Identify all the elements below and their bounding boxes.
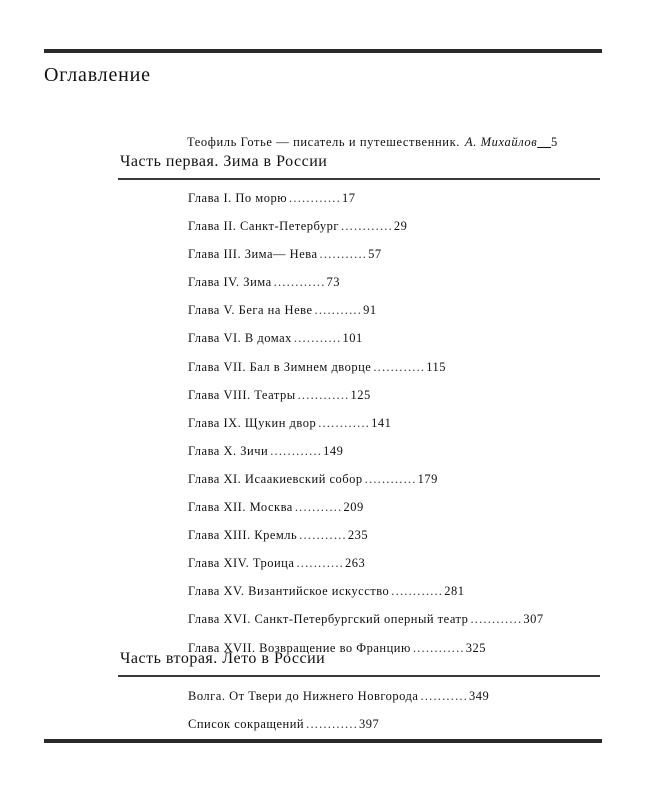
part-one-rule xyxy=(118,178,600,180)
toc-leader-dots: ........... xyxy=(293,331,342,346)
toc-leader-dots: ........... xyxy=(420,689,469,703)
toc-entry-label: Глава II. Санкт-Петербург xyxy=(188,219,340,234)
toc-page-number: 325 xyxy=(465,640,486,655)
toc-leader-dots: ............ xyxy=(273,275,326,290)
part-one-heading: Часть первая. Зима в России xyxy=(120,153,328,170)
toc-entry[interactable] xyxy=(188,212,544,240)
toc-leader-dots: ........... xyxy=(296,556,345,571)
toc-page-number: 349 xyxy=(469,689,490,703)
toc-page-number: 91 xyxy=(363,303,377,318)
toc-page-number: 125 xyxy=(350,387,371,402)
part-two-heading: Часть вторая. Лето в России xyxy=(120,650,326,667)
bottom-rule xyxy=(44,739,602,743)
toc-page-number: 57 xyxy=(368,247,382,262)
toc-leader-dots: ............ xyxy=(364,471,417,486)
preface-page: 5 xyxy=(550,135,558,149)
toc-entry[interactable] xyxy=(188,381,544,409)
toc-leader-dots: ............ xyxy=(306,717,359,732)
toc-page-number: 101 xyxy=(342,331,363,346)
toc-entry[interactable] xyxy=(188,682,489,710)
toc-leader-dots: ............ xyxy=(391,584,444,599)
toc-leader-dots: ........... xyxy=(314,303,363,318)
toc-entry[interactable] xyxy=(188,549,544,577)
part-two-rule xyxy=(118,675,600,677)
toc-entry[interactable] xyxy=(188,605,544,633)
toc-entry[interactable] xyxy=(188,521,544,549)
toc-entry-label: Глава XVI. Санкт-Петербургский оперный театр xyxy=(188,612,469,627)
part-one-chapter-list xyxy=(188,184,544,662)
toc-page-number: 397 xyxy=(359,717,380,732)
toc-leader-dots: ............ xyxy=(297,387,350,402)
preface-entry[interactable] xyxy=(187,135,558,150)
part-two-chapter-list xyxy=(188,682,489,738)
toc-leader-dots: ............ xyxy=(289,191,341,205)
toc-entry-label: Глава VIII. Театры xyxy=(188,387,296,402)
toc-leader-dots: ............ xyxy=(373,359,426,374)
toc-leader-dots: ............ xyxy=(341,219,393,234)
toc-leader-dots: ............ xyxy=(470,612,523,627)
toc-entry[interactable] xyxy=(188,465,544,493)
toc-entry-label: Глава III. Зима— Нева xyxy=(188,247,318,262)
toc-leader-dots: ........... xyxy=(319,247,368,262)
toc-page-number: 115 xyxy=(426,359,447,374)
toc-entry-label: Глава IX. Щукин двор xyxy=(188,415,317,430)
toc-entry[interactable] xyxy=(188,296,544,324)
page-title: Оглавление xyxy=(44,64,151,86)
toc-entry[interactable] xyxy=(188,184,544,212)
toc-entry-label: Глава VII. Бал в Зимнем дворце xyxy=(188,359,372,374)
preface-author: А. Михайлов xyxy=(464,135,538,149)
toc-page-number: 149 xyxy=(323,443,344,458)
toc-entry[interactable] xyxy=(188,493,544,521)
toc-page-number: 73 xyxy=(326,275,341,290)
toc-entry-label: Волга. От Твери до Нижнего Новгорода xyxy=(188,689,419,703)
preface-title: Теофиль Готье — писатель и путешественник. xyxy=(187,135,460,149)
toc-entry-label: Глава I. По морю xyxy=(188,191,288,205)
toc-entry-label: Глава XVII. Возвращение во Францию xyxy=(188,640,411,655)
toc-leader-dots: ............ xyxy=(412,640,465,655)
toc-entry[interactable] xyxy=(188,710,489,738)
toc-entry-label: Глава XIV. Троица xyxy=(188,556,295,571)
toc-leader-dots: ........... xyxy=(294,500,343,515)
toc-entry[interactable] xyxy=(188,409,544,437)
toc-entry-label: Глава VI. В домах xyxy=(188,331,292,346)
toc-page-number: 209 xyxy=(343,500,364,515)
toc-page-number: 307 xyxy=(523,612,544,627)
toc-page-number: 263 xyxy=(345,556,366,571)
toc-page-number: 281 xyxy=(444,584,465,599)
toc-entry-label: Глава IV. Зима xyxy=(188,275,272,290)
toc-entry[interactable] xyxy=(188,324,544,352)
toc-leader-dots: ............ xyxy=(270,443,323,458)
toc-page-number: 29 xyxy=(393,219,408,234)
toc-entry-label: Глава XV. Византийское искусство xyxy=(188,584,390,599)
toc-entry-label: Глава XIII. Кремль xyxy=(188,528,298,543)
toc-entry-label: Глава XII. Москва xyxy=(188,500,293,515)
toc-page-number: 179 xyxy=(417,471,438,486)
toc-page-number: 17 xyxy=(341,191,356,205)
toc-entry-label: Глава V. Бега на Неве xyxy=(188,303,313,318)
toc-page-number: 141 xyxy=(371,415,392,430)
toc-page-number: 235 xyxy=(347,528,369,543)
toc-entry[interactable] xyxy=(188,268,544,296)
toc-entry-label: Глава XI. Исаакиевский собор xyxy=(188,471,363,486)
toc-entry-label: Глава X. Зичи xyxy=(188,443,269,458)
toc-entry[interactable] xyxy=(188,577,544,605)
toc-leader-dots: ............ xyxy=(318,415,371,430)
toc-entry[interactable] xyxy=(188,437,544,465)
toc-entry[interactable] xyxy=(188,240,544,268)
preface-separator: __ xyxy=(537,135,551,149)
toc-leader-dots: ........... xyxy=(299,528,347,543)
toc-entry[interactable] xyxy=(188,353,544,381)
toc-entry-label: Список сокращений xyxy=(188,717,305,732)
top-rule xyxy=(44,49,602,53)
